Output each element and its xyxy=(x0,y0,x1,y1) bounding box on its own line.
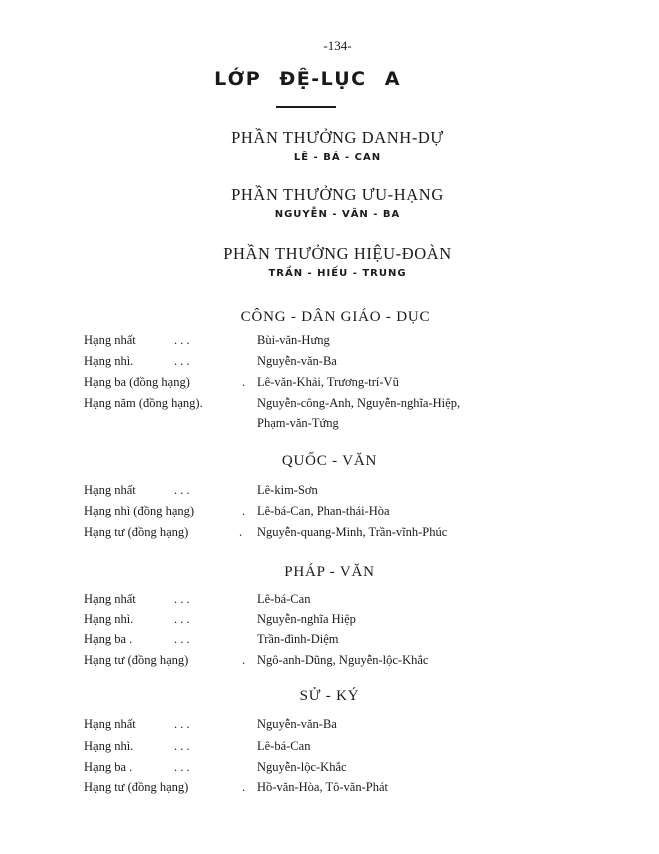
ranking-row xyxy=(84,525,564,545)
leader-dots: . . . xyxy=(174,632,190,646)
leader-dots: . . . xyxy=(174,612,190,626)
ranking-row xyxy=(84,653,564,673)
rank-label: Hạng năm (đồng hạng). xyxy=(84,396,203,410)
student-name: Trần-đình-Diệm xyxy=(257,632,339,646)
student-name: Lê-bá-Can xyxy=(257,739,311,753)
rank-label: Hạng nhất xyxy=(84,717,136,731)
section-heading-history: SỬ - KÝ xyxy=(299,688,360,704)
page-number: -134- xyxy=(323,38,352,53)
page-title: LỚP ĐỆ-LỤC A xyxy=(214,68,401,90)
rank-label: Hạng nhất xyxy=(84,483,136,497)
rank-label: Hạng tư (đồng hạng) xyxy=(84,653,189,667)
title-underline xyxy=(276,106,336,108)
ranking-row xyxy=(84,592,564,612)
leader-dots: . . . xyxy=(174,739,190,753)
rank-label: Hạng ba . xyxy=(84,760,133,774)
section-heading-french: PHÁP - VĂN xyxy=(284,564,375,580)
rank-label: Hạng tư (đồng hạng) xyxy=(84,525,189,539)
ranking-row xyxy=(84,396,564,416)
rank-label: Hạng tư (đồng hạng) xyxy=(84,780,189,794)
rank-label: Hạng nhì. xyxy=(84,354,134,368)
ranking-row xyxy=(84,760,564,780)
leader-dots: . xyxy=(239,525,243,539)
student-name: Nguyễn-nghĩa Hiệp xyxy=(257,612,356,626)
award-recipient-school: TRẦN - HIẾU - TRUNG xyxy=(268,268,407,279)
award-heading-excellence: PHẦN THƯỞNG ƯU-HẠNG xyxy=(231,185,444,204)
ranking-row xyxy=(84,333,564,353)
leader-dots: . . . xyxy=(174,717,190,731)
award-recipient-honor: LÊ - BÁ - CAN xyxy=(293,152,382,163)
student-name: Nguyễn-văn-Ba xyxy=(257,354,337,368)
ranking-row xyxy=(84,354,564,374)
ranking-row xyxy=(84,739,564,759)
rank-label: Hạng nhì (đồng hạng) xyxy=(84,504,195,518)
ranking-row xyxy=(84,375,564,395)
leader-dots: . xyxy=(242,653,246,667)
award-heading-school: PHẦN THƯỞNG HIỆU-ĐOÀN xyxy=(223,244,452,263)
student-name: Lê-bá-Can xyxy=(257,592,311,606)
leader-dots: . xyxy=(242,504,246,518)
student-name: Hồ-văn-Hòa, Tô-văn-Phát xyxy=(257,780,388,794)
leader-dots: . . . xyxy=(174,592,190,606)
rank-label: Hạng nhất xyxy=(84,592,136,606)
rank-label: Hạng ba . xyxy=(84,632,133,646)
student-name: Lê-văn-Khải, Trương-trí-Vũ xyxy=(257,375,399,389)
student-name: Nguyễn-công-Anh, Nguyễn-nghĩa-Hiệp, xyxy=(257,396,461,410)
award-heading-honor: PHẦN THƯỞNG DANH-DỰ xyxy=(231,128,444,147)
ranking-row xyxy=(84,717,564,737)
student-name: Ngô-anh-Dũng, Nguyễn-lộc-Khắc xyxy=(257,653,429,667)
leader-dots: . xyxy=(242,375,246,389)
student-name: Nguyễn-lộc-Khắc xyxy=(257,760,347,774)
ranking-row xyxy=(84,632,564,652)
rank-label: Hạng nhì. xyxy=(84,612,134,626)
ranking-row xyxy=(84,483,564,503)
section-heading-civics: CÔNG - DÂN GIÁO - DỤC xyxy=(240,309,431,325)
leader-dots: . xyxy=(242,780,246,794)
leader-dots: . . . xyxy=(174,333,190,347)
student-name-continuation: Phạm-văn-Tứng xyxy=(257,416,339,430)
leader-dots: . . . xyxy=(174,354,190,368)
student-name: Lê-bá-Can, Phan-thái-Hòa xyxy=(257,504,390,518)
student-name: Nguyễn-văn-Ba xyxy=(257,717,337,731)
leader-dots: . . . xyxy=(174,483,190,497)
ranking-row xyxy=(84,780,564,800)
award-recipient-excellence: NGUYỄN - VĂN - BA xyxy=(274,209,401,220)
student-name: Bùi-văn-Hưng xyxy=(257,333,330,347)
student-name: Nguyễn-quang-Minh, Trần-vĩnh-Phúc xyxy=(257,525,448,539)
student-name: Lê-kim-Sơn xyxy=(257,483,318,497)
section-heading-vietnamese: QUỐC - VĂN xyxy=(281,453,378,469)
leader-dots: . . . xyxy=(174,760,190,774)
rank-label: Hạng nhì. xyxy=(84,739,134,753)
ranking-row xyxy=(84,612,564,632)
ranking-row xyxy=(84,504,564,524)
rank-label: Hạng ba (đồng hạng) xyxy=(84,375,190,389)
rank-label: Hạng nhất xyxy=(84,333,136,347)
